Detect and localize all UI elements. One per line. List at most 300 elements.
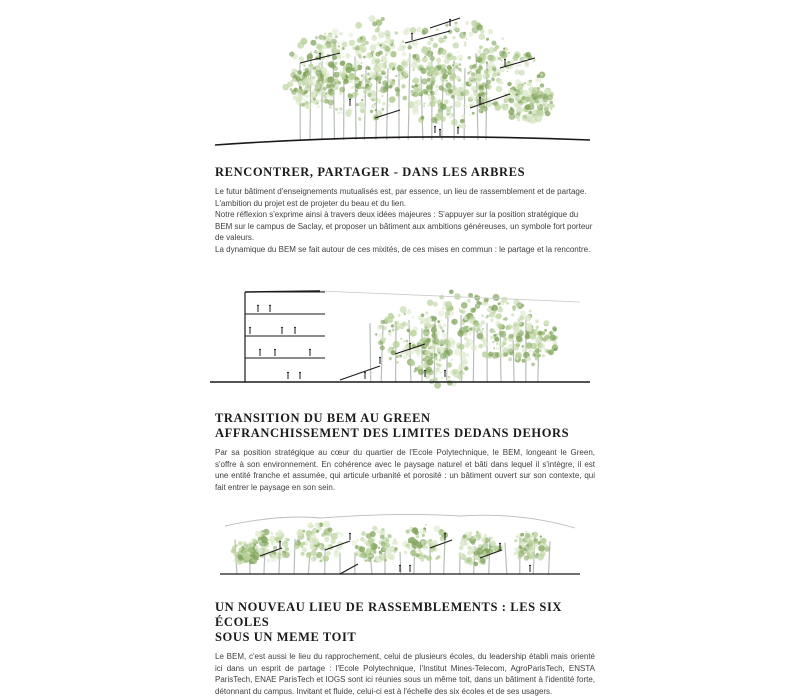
leaf — [375, 333, 378, 336]
leaf — [440, 77, 442, 79]
leaf — [406, 60, 408, 62]
leaf — [286, 538, 289, 541]
leaf — [493, 347, 495, 349]
leaf — [317, 105, 320, 108]
leaf — [305, 71, 310, 76]
leaf — [375, 75, 381, 81]
leaf — [319, 527, 322, 530]
leaf — [431, 350, 434, 353]
leaf — [434, 353, 438, 357]
leaf — [438, 37, 444, 43]
leaf — [379, 89, 382, 92]
leaf — [379, 98, 381, 100]
leaf — [525, 97, 530, 102]
leaf — [253, 552, 260, 559]
leaf — [481, 537, 486, 542]
tree-trunk — [387, 68, 388, 140]
leaf — [422, 105, 425, 108]
leaf — [472, 80, 476, 84]
leaf — [478, 66, 483, 71]
leaf — [516, 95, 522, 101]
leaf — [385, 75, 389, 79]
leaf — [506, 70, 508, 72]
leaf — [332, 29, 339, 36]
leaf — [481, 111, 483, 113]
leaf — [312, 76, 316, 80]
leaf — [391, 325, 394, 328]
leaf — [467, 299, 470, 302]
leaf — [337, 111, 340, 114]
leaf — [326, 531, 332, 537]
leaf — [412, 542, 419, 549]
leaf — [395, 75, 397, 77]
leaf — [426, 338, 430, 342]
leaf — [501, 60, 503, 62]
tree-trunk — [408, 53, 410, 140]
leaf — [249, 543, 251, 545]
leaf — [342, 56, 344, 58]
leaf — [486, 38, 489, 41]
leaf — [305, 95, 308, 98]
leaf — [499, 343, 502, 346]
section-body — [215, 447, 595, 493]
leaf — [474, 322, 480, 328]
person-head — [411, 33, 413, 35]
leaf — [422, 89, 427, 94]
leaf — [329, 106, 333, 110]
leaf — [437, 62, 441, 66]
leaf — [377, 327, 380, 330]
leaf — [324, 537, 329, 542]
leaf — [503, 48, 505, 50]
leaf — [439, 347, 445, 353]
person-head — [379, 357, 381, 359]
leaf — [338, 45, 340, 47]
leaf — [412, 316, 414, 318]
leaf — [480, 558, 486, 564]
leaf — [533, 59, 536, 62]
leaf — [488, 29, 494, 35]
leaf — [375, 52, 380, 57]
leaf — [552, 326, 557, 331]
leaf — [427, 47, 431, 51]
leaf — [410, 360, 414, 364]
leaf — [332, 55, 337, 60]
leaf — [477, 333, 484, 340]
leaf — [460, 70, 462, 72]
leaf — [442, 333, 448, 339]
leaf — [323, 555, 330, 562]
section-rencontrer — [215, 165, 595, 256]
leaf — [309, 525, 312, 528]
leaf — [491, 78, 495, 82]
leaf — [337, 42, 339, 44]
section-title — [215, 411, 595, 441]
person-head — [364, 372, 366, 374]
person-head — [287, 372, 289, 374]
leaf — [422, 46, 429, 53]
leaf — [532, 110, 536, 114]
leaf — [402, 41, 405, 44]
leaf — [311, 557, 316, 562]
leaf — [472, 64, 476, 68]
leaf — [477, 548, 484, 555]
leaf — [291, 89, 297, 95]
leaf — [435, 89, 438, 92]
leaf — [298, 81, 303, 86]
leaf — [496, 333, 498, 335]
leaf — [532, 533, 534, 535]
leaf — [480, 53, 485, 58]
leaf — [415, 89, 422, 96]
leaf — [381, 542, 386, 547]
leaf — [332, 91, 334, 93]
leaf — [458, 552, 462, 556]
leaf — [348, 108, 352, 112]
leaf — [430, 82, 434, 86]
leaf — [412, 68, 415, 71]
leaf — [323, 87, 327, 91]
leaf — [486, 78, 488, 80]
person-head — [259, 349, 261, 351]
leaf — [378, 32, 385, 39]
leaf — [315, 36, 318, 39]
leaf — [437, 555, 440, 558]
leaf — [365, 560, 367, 562]
leaf — [469, 114, 471, 116]
leaf — [467, 339, 473, 345]
paragraph: Par sa position stratégique au cœur du quartier de l'Ecole Polytechnique, le BEM, longeant le Green, s'offre à son environnement. En cohérence avec le paysage naturel et bâti dans lequel il s'intègre, il est une entité franche et assumée, qui articule urbanité et porosité : un bâtiment ouvert sur son contexte, qui fait entrer le paysage en son sein. — [215, 448, 595, 492]
leaf — [507, 82, 511, 86]
leaf — [462, 310, 466, 314]
leaf — [492, 41, 497, 46]
leaf — [427, 50, 434, 57]
leaf — [416, 354, 419, 357]
leaf — [526, 323, 532, 329]
leaf — [440, 353, 447, 360]
leaf — [469, 95, 474, 100]
leaf — [365, 101, 367, 103]
leaf — [352, 47, 355, 50]
leaf — [360, 44, 363, 47]
leaf — [410, 330, 417, 337]
leaf — [292, 78, 297, 83]
leaf — [508, 357, 512, 361]
leaf — [412, 41, 418, 47]
leaf — [540, 350, 542, 352]
leaf — [401, 61, 406, 66]
leaf — [493, 334, 496, 337]
leaf — [425, 524, 427, 526]
leaf — [313, 69, 316, 72]
leaf — [385, 543, 390, 548]
leaf — [360, 37, 363, 40]
leaf — [529, 111, 533, 115]
leaf — [518, 319, 520, 321]
leaf — [515, 103, 520, 108]
leaf — [351, 86, 354, 89]
leaf — [487, 307, 492, 312]
leaf — [359, 36, 366, 43]
leaf — [415, 46, 417, 48]
leaf — [335, 35, 338, 38]
leaf — [535, 348, 540, 353]
leaf — [390, 96, 396, 102]
paragraph: Le BEM, c'est aussi le lieu du rapprochement, celui de plusieurs écoles, du leadership établi mais orienté ici dans un esprit de partage : l'Ecole Polytechnique, l'Institut Mines-Telecom, AgroParisTech, ENSTA ParisTech, ENAE ParisTech et IOGS sont ici réunies sous un même toit, dans un bâtiment à l'identité forte, détonnant du campus. Invitant et fluide, celui-ci est à l'échelle des six écoles et de ses usagers. — [215, 652, 595, 696]
person-head — [249, 327, 251, 329]
leaf — [411, 62, 418, 69]
leaf — [468, 82, 471, 85]
leaf — [306, 103, 312, 109]
leaf — [482, 92, 485, 95]
leaf — [501, 52, 508, 59]
leaf — [442, 88, 446, 92]
leaf — [447, 53, 454, 60]
leaf — [443, 35, 447, 39]
leaf — [424, 350, 430, 356]
leaf — [542, 96, 549, 103]
tree-trunk — [473, 327, 474, 382]
leaf — [497, 79, 503, 85]
leaf — [438, 323, 442, 327]
leaf — [449, 290, 454, 295]
leaf — [519, 70, 525, 76]
leaf — [370, 543, 377, 550]
leaf — [318, 63, 321, 66]
leaf — [496, 342, 499, 345]
leaf — [535, 356, 540, 361]
leaf — [478, 544, 482, 548]
leaf — [316, 552, 322, 558]
leaf — [345, 53, 350, 58]
leaf — [293, 96, 297, 100]
leaf — [526, 52, 531, 57]
leaf — [403, 70, 409, 76]
leaf — [337, 81, 341, 85]
leaf — [474, 26, 476, 28]
leaf — [463, 360, 468, 365]
leaf — [487, 97, 491, 101]
leaf — [446, 349, 453, 356]
leaf — [489, 55, 496, 62]
leaf — [485, 330, 488, 333]
leaf — [356, 103, 359, 106]
leaf — [475, 303, 480, 308]
leaf — [434, 357, 437, 360]
leaf — [464, 558, 470, 564]
leaf — [532, 353, 536, 357]
leaf — [406, 340, 409, 343]
person-head — [281, 327, 283, 329]
leaf — [284, 85, 287, 88]
leaf — [464, 41, 466, 43]
leaf — [252, 559, 255, 562]
leaf — [340, 61, 345, 66]
leaf — [497, 72, 501, 76]
leaf — [524, 315, 531, 322]
leaf — [543, 338, 547, 342]
leaf — [238, 542, 242, 546]
person-head — [294, 327, 296, 329]
leaf — [484, 51, 487, 54]
leaf — [468, 318, 474, 324]
leaf — [399, 323, 405, 329]
leaf — [445, 311, 450, 316]
leaf — [506, 302, 509, 305]
leaf — [304, 77, 311, 84]
leaf — [231, 549, 236, 554]
leaf — [415, 553, 419, 557]
leaf — [370, 554, 373, 557]
leaf — [471, 541, 475, 545]
leaf — [478, 344, 483, 349]
leaf — [255, 546, 260, 551]
leaf — [522, 345, 524, 347]
leaf — [497, 323, 503, 329]
leaf — [488, 352, 493, 357]
leaf — [278, 553, 281, 556]
leaf — [532, 552, 535, 555]
leaf — [535, 319, 539, 323]
leaf — [407, 329, 410, 332]
leaf — [365, 550, 369, 554]
leaf — [529, 349, 533, 353]
leaf — [522, 90, 528, 96]
leaf — [544, 320, 550, 326]
leaf — [422, 57, 428, 63]
leaf — [509, 339, 512, 342]
leaf — [437, 320, 440, 323]
leaf — [444, 99, 449, 104]
leaf — [275, 532, 279, 536]
leaf — [381, 17, 385, 21]
leaf — [486, 84, 491, 89]
leaf — [469, 328, 472, 331]
leaf — [412, 105, 419, 112]
leaf — [483, 341, 486, 344]
leaf — [412, 94, 415, 97]
leaf — [396, 361, 399, 364]
leaf — [237, 554, 242, 559]
leaf — [415, 84, 418, 87]
leaf — [442, 67, 445, 70]
leaf — [492, 72, 497, 77]
leaf — [481, 314, 484, 317]
leaf — [339, 87, 345, 93]
leaf — [531, 363, 535, 367]
leaf — [400, 306, 407, 313]
leaf — [343, 101, 346, 104]
leaf — [355, 50, 362, 57]
leaf — [326, 84, 331, 89]
leaf — [339, 107, 342, 110]
leaf — [448, 85, 451, 88]
leaf — [393, 341, 400, 348]
leaf — [461, 302, 468, 309]
leaf — [544, 329, 547, 332]
leaf — [479, 45, 483, 49]
leaf — [430, 357, 432, 359]
leaf — [376, 90, 378, 92]
leaf — [453, 25, 459, 31]
leaf — [463, 534, 467, 538]
leaf — [418, 549, 421, 552]
section-title — [215, 600, 595, 645]
tree-trunk — [549, 541, 550, 574]
leaf — [341, 74, 346, 79]
leaf — [429, 539, 432, 542]
leaf — [382, 102, 386, 106]
leaf — [509, 114, 515, 120]
leaf — [455, 65, 459, 69]
leaf — [527, 356, 532, 361]
leaf — [319, 560, 322, 563]
leaf — [404, 323, 407, 326]
leaf — [486, 62, 488, 64]
leaf — [270, 532, 273, 535]
leaf — [399, 354, 402, 357]
leaf — [496, 86, 503, 93]
leaf — [442, 74, 447, 79]
leaf — [372, 44, 377, 49]
section-title-line: UN NOUVEAU LIEU DE RASSEMBLEMENTS : LES SIX ÉCOLES — [215, 600, 562, 629]
leaf — [541, 87, 543, 89]
leaf — [486, 80, 491, 85]
leaf — [253, 540, 257, 544]
person-head — [409, 565, 411, 567]
leaf — [259, 540, 262, 543]
leaf — [423, 329, 430, 336]
leaf — [535, 541, 537, 543]
leaf — [436, 58, 441, 63]
leaf — [406, 530, 410, 534]
leaf — [460, 123, 466, 129]
leaf — [381, 95, 383, 97]
leaf — [398, 314, 401, 317]
leaf — [369, 15, 376, 22]
leaf — [331, 539, 336, 544]
building-roof — [245, 291, 320, 292]
leaf — [431, 324, 434, 327]
leaf — [426, 556, 431, 561]
leaf — [428, 72, 431, 75]
leaf — [489, 312, 495, 318]
leaf — [548, 349, 554, 355]
leaf — [375, 58, 380, 63]
leaf — [359, 86, 362, 89]
leaf — [517, 84, 524, 91]
person-head — [504, 59, 506, 61]
ground-line — [215, 137, 590, 145]
leaf — [392, 542, 395, 545]
leaf — [447, 380, 453, 386]
leaf — [363, 539, 368, 544]
leaf — [533, 96, 537, 100]
leaf — [421, 313, 425, 317]
leaf — [461, 114, 465, 118]
leaf — [386, 38, 393, 45]
leaf — [426, 546, 429, 549]
leaf — [367, 558, 371, 562]
leaf — [401, 84, 405, 88]
leaf — [273, 546, 277, 550]
leaf — [526, 342, 533, 349]
person-head — [479, 97, 481, 99]
leaf — [493, 294, 500, 301]
leaf — [462, 326, 468, 332]
person-head — [424, 370, 426, 372]
leaf — [363, 46, 366, 49]
